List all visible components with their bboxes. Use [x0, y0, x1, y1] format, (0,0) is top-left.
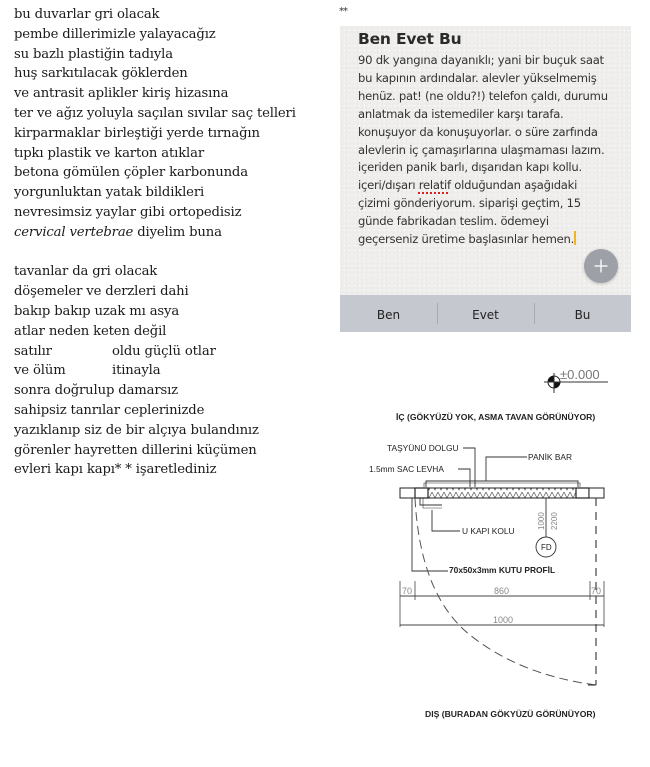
note-card [340, 26, 631, 332]
profile-label: 70x50x3mm KUTU PROFİL [449, 565, 556, 575]
dim-vertical-2200: 2200 [550, 512, 559, 530]
poem-line: sonra doğrulup damarsız [14, 383, 178, 399]
poem-line: görenler hayretten dillerini küçümen [14, 442, 257, 458]
poem-line: atlar neden keten değil [14, 323, 167, 339]
note-line: günde fabrikadan teslim. ödemeyi [358, 214, 549, 229]
poem-line: betona gömülen çöpler karbonunda [14, 165, 248, 181]
plus-icon [594, 259, 608, 273]
poem-italic-phrase: cervical vertebrae [14, 224, 134, 240]
sheet-label: 1.5mm SAC LEVHA [369, 464, 444, 474]
poem-line: bakıp bakıp uzak mı asya [14, 303, 180, 319]
note-line: çizimi gönderiyorum. siparişi geçtim, 15 [358, 196, 581, 211]
poem-line-left: ve ölüm [14, 363, 66, 379]
note-line: alevlerin iç çamaşırlarına ulaşmaması lazım. [358, 142, 605, 157]
note-line: içeriden panik barlı, dışarıdan kapı kollu. [358, 160, 582, 175]
insulation-label: TAŞYÜNÜ DOLGU [387, 443, 459, 453]
poem-line-rest: diyelim buna [133, 224, 222, 240]
poem-line: yorgunluktan yatak bildikleri [14, 185, 205, 201]
note-line: anlatmak da istemediler karşı tarafa. [358, 106, 564, 121]
poem-line: yazıklanıp siz de bir alçıya bulandınız [14, 422, 259, 438]
poem-line-right: oldu güçlü otlar [112, 343, 216, 359]
handle-label: U KAPI KOLU [462, 526, 515, 536]
dim-right-70: 70 [591, 586, 602, 596]
fd-badge: FD [541, 543, 552, 552]
note-text: geçerseniz üretime başlasınlar hemen. [358, 232, 575, 247]
poem-line: pembe dillerimizle yalayacağız [14, 26, 216, 42]
dim-left-70: 70 [402, 586, 413, 596]
poem-line-split [14, 342, 334, 362]
dim-860: 860 [494, 586, 510, 596]
note-line: bu kapının ardındalar. alevler yükselmemiş [358, 70, 597, 85]
add-button[interactable] [584, 249, 618, 283]
panic-bar-label: PANİK BAR [528, 452, 573, 462]
level-label: ±0.000 [560, 367, 600, 382]
note-line [358, 231, 626, 249]
text-caret [574, 231, 576, 245]
poem-line-split [14, 361, 334, 381]
dim-vertical-1000: 1000 [537, 512, 546, 530]
suggestion-ben[interactable]: Ben [376, 308, 401, 322]
note-text: olduğundan aşağıdaki [450, 178, 578, 193]
note-line: henüz. pat! (ne oldu?!) telefon çaldı, durumu [358, 88, 608, 103]
poem-line [14, 223, 334, 243]
stanza-gap [14, 243, 334, 263]
poem-line: evleri kapı kapı* * işaretlediniz [14, 462, 217, 478]
door-plan-drawing [360, 355, 630, 735]
footnote-stars: ** [339, 6, 347, 17]
note-body-editor[interactable] [358, 52, 626, 249]
poem [14, 5, 334, 480]
suggestion-bu[interactable]: Bu [534, 295, 631, 332]
poem-line: su bazlı plastiğin tadıyla [14, 46, 173, 62]
misspelled-word[interactable]: relatif [418, 178, 451, 193]
poem-line: döşemeler ve derzleri dahi [14, 284, 189, 300]
note-text: içeri/dışarı [358, 178, 419, 193]
note-line: 90 dk yangına dayanıklı; yani bir buçuk saat [358, 53, 604, 67]
note-line [358, 177, 626, 195]
poem-line: sahipsiz tanrılar ceplerinizde [14, 402, 205, 418]
dim-1000: 1000 [493, 615, 514, 625]
note-line: konuşuyor da konuşuyorlar. o süre zarfında [358, 124, 598, 139]
note-title[interactable]: Ben Evet Bu [358, 30, 462, 48]
suggestion-evet[interactable]: Evet [437, 295, 534, 332]
poem-line: tavanlar da gri olacak [14, 264, 158, 280]
poem-line: kirparmaklar birleştiği yerde tırnağın [14, 125, 260, 141]
poem-line: huş sarkıtılacak göklerden [14, 66, 188, 82]
poem-line: nevresimsiz yaylar gibi ortopedisiz [14, 204, 242, 220]
inside-label: İÇ (GÖKYÜZÜ YOK, ASMA TAVAN GÖRÜNÜYOR) [396, 412, 596, 422]
poem-line: ve antrasit aplikler kiriş hizasına [14, 86, 229, 102]
poem-line: tıpkı plastik ve karton atıklar [14, 145, 204, 161]
poem-line-right: itinayla [112, 363, 161, 379]
poem-line-left: satılır [14, 343, 52, 359]
keyboard-suggestion-bar [340, 295, 631, 332]
poem-line: ter ve ağız yoluyla saçılan sıvılar saç telleri [14, 105, 296, 121]
outside-label: DIŞ (BURADAN GÖKYÜZÜ GÖRÜNÜYOR) [425, 709, 596, 719]
poem-line: bu duvarlar gri olacak [14, 7, 160, 22]
